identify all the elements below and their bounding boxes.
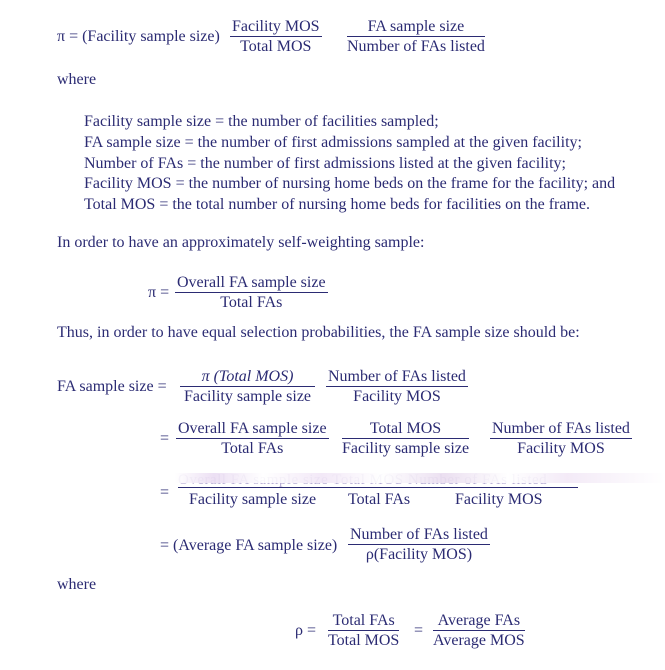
eq7-f1-denominator: Total MOS (328, 632, 400, 649)
definition-item: Number of FAs = the number of first admissions listed at the given facility; (84, 154, 566, 172)
eq3-f2-numerator: Number of FAs listed (328, 368, 466, 385)
eq6-denominator: ρ(Facility MOS) (365, 546, 473, 563)
eq7-fraction-averages (433, 612, 525, 649)
eq1-fraction-mos (230, 18, 322, 55)
eq4-f1-denominator: Total FAs (221, 440, 284, 457)
eq1-f2-denominator: Number of FAs listed (347, 38, 485, 55)
eq7-fraction-totals (328, 612, 399, 649)
eq6-numerator: Number of FAs listed (350, 526, 488, 543)
eq3-f2-denominator: Facility MOS (353, 388, 441, 405)
where-label-1: where (57, 71, 97, 88)
eq4-f3-denominator: Facility MOS (517, 440, 605, 457)
eq6-lhs: = (Average FA sample size) (160, 537, 338, 554)
eq4-f1-numerator: Overall FA sample size (178, 420, 327, 437)
where-label-2: where (57, 576, 97, 593)
eq4-f3-numerator: Number of FAs listed (492, 420, 630, 437)
eq3-f1-denominator: Facility sample size (183, 388, 312, 405)
eq2-lhs: π = (148, 284, 170, 301)
definition-item: Total MOS = the total number of nursing home beds for facilities on the frame. (84, 196, 591, 214)
eq1-f1-numerator: Facility MOS (232, 18, 320, 35)
definition-item: Facility MOS = the number of nursing home beds on the frame for the facility; and (84, 175, 616, 193)
eq7-equals: = (414, 622, 424, 639)
eq4-fraction-overall (176, 420, 329, 457)
eq5-fraction-bar (178, 487, 578, 488)
eq4-fraction-total-mos (342, 420, 469, 457)
thus-text: Thus, in order to have equal selection probabilities, the FA sample size should be: (57, 324, 580, 341)
eq7-f2-denominator: Average MOS (433, 632, 525, 649)
self-weighting-text: In order to have an approximately self-weighting sample: (57, 234, 425, 251)
eq5-denominator-3: Facility MOS (455, 491, 543, 508)
eq6-fraction (348, 526, 490, 563)
definition-item: Facility sample size = the number of facilities sampled; (84, 113, 439, 130)
eq7-lhs: ρ = (295, 622, 317, 639)
eq7-f1-numerator: Total FAs (328, 612, 399, 631)
eq3-fraction-pi (180, 368, 315, 405)
eq2-numerator: Overall FA sample size (177, 274, 326, 291)
definitions-list (84, 112, 615, 216)
eq4-fraction-fas (490, 420, 632, 457)
eq1-f1-denominator: Total MOS (240, 38, 312, 55)
eq5-denominator-1: Facility sample size (189, 491, 317, 508)
eq5-denominator-2: Total FAs (348, 491, 411, 508)
eq3-lhs: FA sample size = (57, 378, 167, 395)
eq3-f1-numerator: π (Total MOS) (180, 368, 315, 387)
eq1-lhs: π = (Facility sample size) (57, 28, 220, 45)
eq5-scan-artifact (175, 473, 665, 483)
definition-item: FA sample size = the number of first admissions sampled at the given facility; (84, 133, 582, 151)
eq1-fraction-fa (347, 18, 485, 55)
eq2-denominator: Total FAs (220, 294, 283, 311)
eq4-f2-numerator: Total MOS (342, 420, 469, 439)
eq3-fraction-fas (326, 368, 468, 405)
eq1-f2-numerator: FA sample size (347, 18, 485, 37)
eq5-equals: = (160, 484, 170, 501)
eq4-f2-denominator: Facility sample size (342, 440, 470, 457)
eq2-fraction (175, 274, 328, 311)
eq7-f2-numerator: Average FAs (433, 612, 525, 631)
eq4-equals: = (160, 430, 170, 447)
